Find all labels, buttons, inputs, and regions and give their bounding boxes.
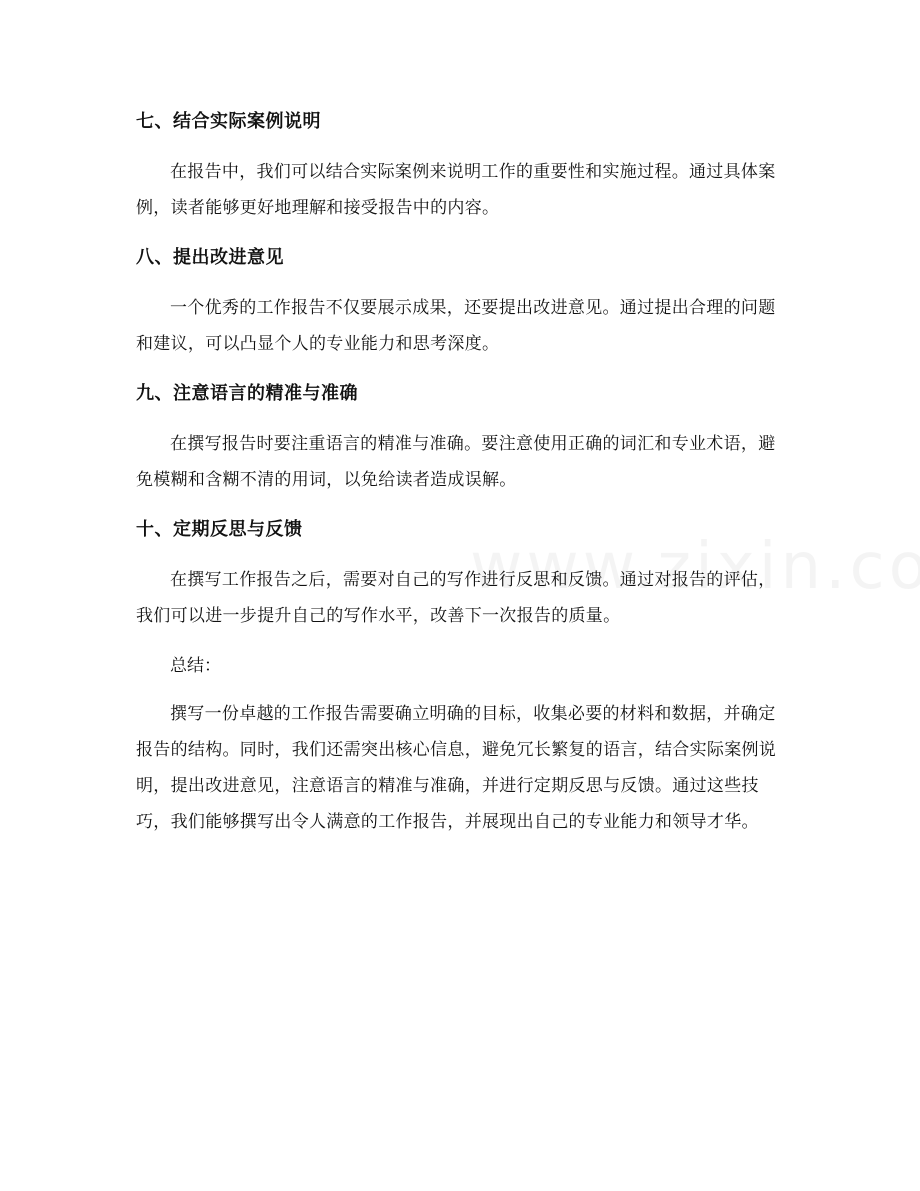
section-paragraph: 一个优秀的工作报告不仅要展示成果，还要提出改进意见。通过提出合理的问题和建议，可以凸显个人的专业能力和思考深度。 [136,298,776,354]
section-heading: 七、结合实际案例说明 [136,111,321,132]
summary-paragraph: 撰写一份卓越的工作报告需要确立明确的目标，收集必要的材料和数据，并确定报告的结构。同时，我们还需突出核心信息，避免冗长繁复的语言，结合实际案例说明，提出改进意见，注意语言的精准与准确，并进行定期反思与反馈。通过这些技巧，我们能够撰写出令人满意的工作报告，并展现出自己的专业能力和领导才华。 [136,704,777,832]
section-8 [136,244,786,362]
summary-section [136,648,786,840]
section-heading: 八、提出改进意见 [136,247,284,268]
document-content [136,108,786,858]
section-paragraph: 在撰写报告时要注重语言的精准与准确。要注意使用正确的词汇和专业术语，避免模糊和含糊不清的用词，以免给读者造成误解。 [136,434,776,490]
summary-label: 总结： [170,656,221,676]
section-heading: 十、定期反思与反馈 [136,519,303,540]
section-10 [136,516,786,634]
section-heading: 九、注意语言的精准与准确 [136,383,358,404]
section-9 [136,380,786,498]
section-paragraph: 在撰写工作报告之后，需要对自己的写作进行反思和反馈。通过对报告的评估，我们可以进一步提升自己的写作水平，改善下一次报告的质量。 [136,570,776,626]
section-7 [136,108,786,226]
section-paragraph: 在报告中，我们可以结合实际案例来说明工作的重要性和实施过程。通过具体案例，读者能够更好地理解和接受报告中的内容。 [136,162,776,218]
